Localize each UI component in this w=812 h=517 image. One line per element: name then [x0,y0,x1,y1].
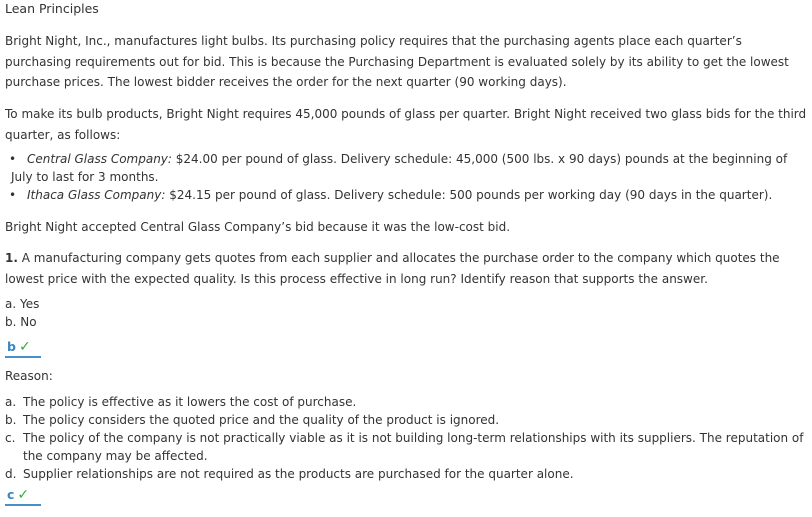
reason-option-b[interactable]: b. The policy considers the quoted price and the quality of the product is ignored. [5,413,500,427]
bid-company-name: Ithaca Glass Company: [27,188,166,202]
answer-letter: b [7,339,16,354]
accepted-paragraph: Bright Night accepted Central Glass Company’s bid because it was the low-cost bid. [5,220,511,234]
question-number: 1. [5,251,18,265]
question-1 [5,248,807,289]
reason-label: Reason: [5,369,53,383]
checkmark-icon: ✓ [18,339,31,355]
question-1-options [5,295,39,331]
bid-company-name: Central Glass Company: [27,152,172,166]
bid-detail-continued: July to last for 3 months. [11,170,159,184]
reason-option-a[interactable]: a. The policy is effective as it lowers the cost of purchase. [5,395,357,409]
reason-option-d[interactable]: d. Supplier relationships are not required as the products are purchased for the quarter alone. [5,467,574,481]
question-text: A manufacturing company gets quotes from each supplier and allocates the purchase order to the company which quotes the lowest price with the expected quality. Is this process effective in long run? Identify reason that supports the answer. [5,251,780,286]
checkmark-icon: ✓ [17,487,30,503]
intro-paragraph: Bright Night, Inc., manufactures light bulbs. Its purchasing policy requires that the purchasing agents place each quarter’s purchasing requirements out for bid. This is because the Purchasing Department is evaluated solely by its ability to get the lowest purchase prices. The lowest bidder receives the order for the next quarter (90 working days). [5,34,789,89]
reason-options [5,393,810,483]
answer-letter: c [7,487,15,502]
question-1-answer [5,339,41,358]
requirement-paragraph: To make its bulb products, Bright Night requires 45,000 pounds of glass per quarter. Bright Night received two glass bids for the third quarter, as follows: [5,107,807,142]
bids-list [5,150,810,204]
bid-detail: $24.00 per pound of glass. Delivery schedule: 45,000 (500 lbs. x 90 days) pounds at the beginning of [171,152,788,166]
option-a[interactable]: a. Yes [5,297,40,311]
bullet-icon: • [9,188,17,202]
bid-detail: $24.15 per pound of glass. Delivery schedule: 500 pounds per working day (90 days in the quarter). [165,188,773,202]
reason-option-c[interactable]: c. The policy of the company is not practically viable as it is not building long-term relationships with its suppliers. The reputation of the company may be affected. [5,431,804,463]
option-b[interactable]: b. No [5,315,37,329]
bullet-icon: • [9,152,17,166]
page-title: Lean Principles [5,1,99,16]
reason-answer [5,487,41,506]
bid-item-central [5,150,810,186]
bid-item-ithaca [5,186,810,204]
